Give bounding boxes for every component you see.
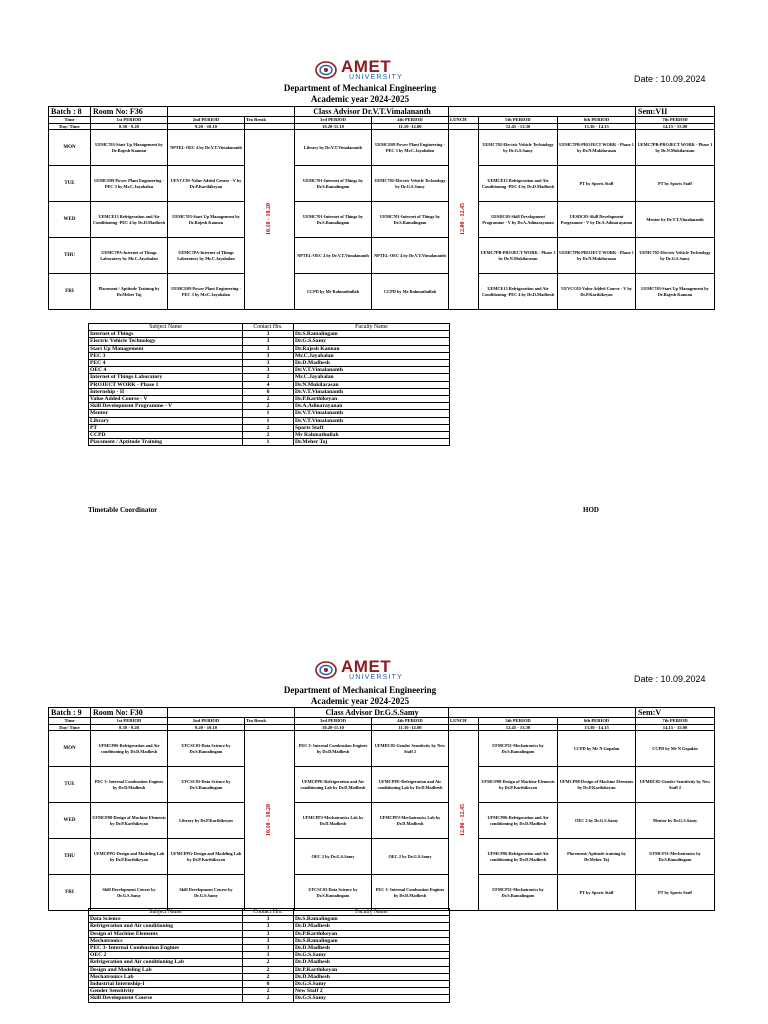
- time-label: Time: [49, 718, 91, 725]
- batch-row: [49, 107, 715, 117]
- faculty-name: Dr.V.T.Vimalananth: [294, 367, 450, 374]
- contact-hours: 2: [243, 988, 294, 995]
- timetable-cell: PEC 3- Internal Combustion Engines by Dr.D.Madhesh: [91, 767, 168, 803]
- subject-row: [89, 331, 450, 338]
- day-row: [49, 130, 715, 166]
- subject-row: [89, 988, 450, 995]
- subject-name: Skill Development Course: [89, 995, 243, 1002]
- tea-break-label: Tea Break: [245, 718, 295, 725]
- timetable-cell: UFCSC03-Data Science by Dr.S.Ramalingam: [168, 731, 245, 767]
- subject-name: Library: [89, 417, 243, 424]
- period-label: 1st PERIOD: [91, 117, 168, 124]
- contact-hours: 3: [243, 352, 294, 359]
- period-label: 7th PERIOD: [636, 117, 715, 124]
- day-name: WED: [49, 202, 91, 238]
- timetable-cell: PT by Sports Staff: [558, 166, 636, 202]
- subject-name: Internship - II: [89, 388, 243, 395]
- day-name: TUE: [49, 166, 91, 202]
- blank-cell: [449, 107, 636, 117]
- faculty-name: Dr.G.S.Samy: [294, 981, 450, 988]
- subject-name: PT: [89, 424, 243, 431]
- day-row: [49, 166, 715, 202]
- timetable-grid: [48, 707, 715, 911]
- timetable-cell: UEMCE09 Power Plant Engineering -PEC 3 by Mr.C.Jayabalan: [372, 130, 449, 166]
- timetable-cell: NPTEL-OEC 4 by Dr.V.T.Vimalananth: [372, 238, 449, 274]
- subject-name: Placement / Aptitude Training: [89, 439, 243, 446]
- subject-row: [89, 417, 450, 424]
- room-label: Room No: F36: [91, 107, 168, 117]
- class-advisor: Class Advisor Dr.V.T.Vimalananth: [295, 107, 449, 117]
- lunch-column: [449, 731, 479, 911]
- timetable-cell: UEMC7PB-PROJECT WORK - Phase 1 by Dr.N.Mukilarasan: [636, 130, 715, 166]
- subject-row: [89, 930, 450, 937]
- period-time: 8.30 - 9.20: [91, 724, 168, 731]
- timetable-cell: UEMCE13 Refrigeration and Air Conditioning -PEC 4 by Dr.D.Madhesh: [91, 202, 168, 238]
- daytime-label: Day/ Time: [49, 123, 91, 130]
- period-time: 14.15 - 15.00: [636, 123, 715, 130]
- timetable-cell: PT by Sports Staff: [636, 166, 715, 202]
- logo-subword: UNIVERSITY: [349, 74, 404, 81]
- timetable-cell: Skill Development Course by Dr.G.S.Samy: [91, 875, 168, 911]
- period-label: 6th PERIOD: [558, 718, 636, 725]
- timetable-cell: UFMCPPG-Design and Modeling Lab by Dr.P.Karthikeyan: [91, 839, 168, 875]
- subject-name: Refrigeration and Air conditioning Lab: [89, 959, 243, 966]
- lunch-time: 12.00 - 12.45: [459, 202, 466, 235]
- period-time: 10.20-11.10: [295, 724, 372, 731]
- faculty-name: Dr.Meher Taj: [294, 439, 450, 446]
- batch-label: Batch : 9: [49, 708, 91, 718]
- subject-column-header: Contact Hrs.: [243, 909, 294, 916]
- timetable-cell: OEC 2 by Dr.G.S.Samy: [558, 803, 636, 839]
- subject-table: [88, 323, 450, 446]
- subject-name: Start Up Management: [89, 345, 243, 352]
- period-time: 13.30 - 14.15: [558, 123, 636, 130]
- timetable-cell: UEMC7PA-Internet of Things Laboratory by Mr.C.Jayabalan: [91, 238, 168, 274]
- timetable-cell: UEMCE13 Refrigeration and Air Conditioning -PEC 4 by Dr.D.Madhesh: [479, 274, 558, 310]
- blank-cell: [449, 708, 636, 718]
- contact-hours: 2: [243, 959, 294, 966]
- timetable-cell: UEVCC05-Value Added Course - V by Dr.P.Karthikeyan: [558, 274, 636, 310]
- time-label: Time: [49, 117, 91, 124]
- subject-row: [89, 995, 450, 1002]
- day-name: THU: [49, 238, 91, 274]
- contact-hours: 3: [243, 945, 294, 952]
- timetable-cell: CCPD by Mr Rahmathullah: [295, 274, 372, 310]
- day-row: [49, 238, 715, 274]
- period-label: 4th PERIOD: [372, 117, 449, 124]
- subject-name: Electric Vehicle Technology: [89, 338, 243, 345]
- date: Date : 10.09.2024: [634, 674, 706, 684]
- subject-name: PEC 4: [89, 360, 243, 367]
- subject-header-row: [89, 324, 450, 331]
- period-label: 5th PERIOD: [479, 117, 558, 124]
- subject-name: Design and Modeling Lab: [89, 966, 243, 973]
- period-time: 14.15 - 15.00: [636, 724, 715, 731]
- faculty-name: Dr.S.Ramalingam: [294, 937, 450, 944]
- day-row: [49, 274, 715, 310]
- subject-column-header: Subject Name: [89, 324, 243, 331]
- timetable-cell: UEMC702-Electric Vehicle Technology by Dr.G.S.Samy: [372, 166, 449, 202]
- subject-name: Mechatronics: [89, 937, 243, 944]
- timetable-cell: Placement/ Aptitude training by Dr.Meher Taj: [558, 839, 636, 875]
- contact-hours: 1: [243, 410, 294, 417]
- lunch-label: LUNCH: [449, 117, 479, 124]
- subject-row: [89, 916, 450, 923]
- contact-hours: 0: [243, 981, 294, 988]
- day-name: FRI: [49, 875, 91, 911]
- hod-label: HOD: [583, 506, 599, 514]
- subject-row: [89, 923, 450, 930]
- faculty-name: Dr.P.Karthikeyan: [294, 966, 450, 973]
- timetable-cell: UFMCP06-Refrigeration and Air conditioning by Dr.D.Madhesh: [479, 839, 558, 875]
- tea-break-time: 10.10 - 10.20: [265, 202, 272, 235]
- tea-break-time: 10.10 - 10.20: [265, 803, 272, 836]
- timetable-cell: CCPD by Mr Rahmathullah: [372, 274, 449, 310]
- faculty-name: Dr.D.Madhesh: [294, 959, 450, 966]
- timetable-cell: UFMCP08-Design of Machine Elements by Dr.P.Karthikeyan: [479, 767, 558, 803]
- timetable-cell: UEMC7PA-Internet of Things Laboratory by Mr.C.Jayabalan: [168, 238, 245, 274]
- subject-name: PEC 3: [89, 352, 243, 359]
- timetable-cell: UFMCP11-Mechatronics by Dr.S.Ramalingam: [636, 839, 715, 875]
- amet-logo: [315, 57, 415, 84]
- timetable-cell: UFMCPPE-Refrigeration and Air conditioning Lab by Dr.D.Madhesh: [372, 767, 449, 803]
- contact-hours: 1: [243, 417, 294, 424]
- subject-row: [89, 973, 450, 980]
- period-time: 10.20-11.10: [295, 123, 372, 130]
- faculty-name: Dr.S.Ramalingam: [294, 916, 450, 923]
- lunch-label: LUNCH: [449, 718, 479, 725]
- contact-hours: 3: [243, 345, 294, 352]
- timetable-cell: UFMDC05-Gender Sensitivity by New Staff 2: [372, 731, 449, 767]
- faculty-name: Dr.D.Madhesh: [294, 360, 450, 367]
- semester-label: Sem:V: [636, 708, 715, 718]
- timetable-cell: PT by Sports Staff: [636, 875, 715, 911]
- emblem-icon: [315, 60, 337, 80]
- timetable-cell: UFMCP11-Mechatronics by Dr.S.Ramalingam: [479, 731, 558, 767]
- faculty-name: Dr.V.T.Vimalananth: [294, 410, 450, 417]
- semester-label: Sem:VII: [636, 107, 715, 117]
- subject-row: [89, 374, 450, 381]
- subject-row: [89, 945, 450, 952]
- subject-name: OEC 4: [89, 367, 243, 374]
- period-time: 11.10 -12.00: [372, 724, 449, 731]
- subject-name: Skill Development Programme - V: [89, 403, 243, 410]
- lunch-column: [449, 130, 479, 310]
- faculty-name: Dr.V.T.Vimalananth: [294, 417, 450, 424]
- period-time: 12.45 - 13.30: [479, 724, 558, 731]
- faculty-name: Dr.Rajesh Kannan: [294, 345, 450, 352]
- timetable-cell: Skill Development Course by Dr.G.S.Samy: [168, 875, 245, 911]
- timetable-cell: NPTEL-OEC 4 by Dr.V.T.Vimalananth: [168, 130, 245, 166]
- faculty-name: Dr.G.S.Samy: [294, 338, 450, 345]
- timetable-cell: Library by Dr.V.T.Vimalananth: [295, 130, 372, 166]
- contact-hours: 2: [243, 966, 294, 973]
- day-row: [49, 875, 715, 911]
- contact-hours: 3: [243, 367, 294, 374]
- subject-row: [89, 403, 450, 410]
- period-label: 5th PERIOD: [479, 718, 558, 725]
- subject-name: Internet of Things Laboratory: [89, 374, 243, 381]
- faculty-name: Dr.A.Adinarayanan: [294, 403, 450, 410]
- timetable-cell: Placement / Aptitude Training by Dr.Meher Taj: [91, 274, 168, 310]
- contact-hours: 2: [243, 973, 294, 980]
- contact-hours: 3: [243, 952, 294, 959]
- daytime-label: Day/ Time: [49, 724, 91, 731]
- timetable-cell: UEMC7PB-PROJECT WORK - Phase 1 by Dr.N.Mukilarasan: [558, 130, 636, 166]
- timetable-grid: [48, 106, 715, 310]
- day-name: THU: [49, 839, 91, 875]
- day-row: [49, 767, 715, 803]
- day-name: MON: [49, 130, 91, 166]
- period-label: 7th PERIOD: [636, 718, 715, 725]
- period-label: 3rd PERIOD: [295, 117, 372, 124]
- faculty-name: Sports Staff: [294, 424, 450, 431]
- faculty-name: Dr.G.S.Samy: [294, 995, 450, 1002]
- batch-label: Batch : 8: [49, 107, 91, 117]
- contact-hours: 2: [243, 396, 294, 403]
- subject-name: CCPD: [89, 432, 243, 439]
- timetable-cell: CCPD by Mr N Gopalan: [558, 731, 636, 767]
- contact-hours: 2: [243, 432, 294, 439]
- timetable-cell: UFMCPPJ-Mechatronics Lab by Dr.D.Madhesh: [372, 803, 449, 839]
- subject-row: [89, 424, 450, 431]
- room-label: Room No: F30: [91, 708, 168, 718]
- period-label: 2nd PERIOD: [168, 718, 245, 725]
- contact-hours: 2: [243, 424, 294, 431]
- subject-row: [89, 388, 450, 395]
- timetable-cell: UEMC701-Internet of Things by Dr.S.Ramalingam: [295, 166, 372, 202]
- timetable-cell: Mentor by Dr.V.T.Vimalananth: [636, 202, 715, 238]
- timetable-cell: UFMCPPJ-Mechatronics Lab by Dr.D.Madhesh: [295, 803, 372, 839]
- subject-row: [89, 439, 450, 446]
- subject-row: [89, 367, 450, 374]
- timetable-cell: UESDC05-Skill Development Programme - V by Dr.A.Adinarayanan: [558, 202, 636, 238]
- logo-subword: UNIVERSITY: [349, 674, 404, 681]
- tea-break-label: Tea Break: [245, 117, 295, 124]
- day-name: TUE: [49, 767, 91, 803]
- day-name: MON: [49, 731, 91, 767]
- subject-row: [89, 981, 450, 988]
- subject-name: Industrial Internship-I: [89, 981, 243, 988]
- timetable-coordinator: Timetable Coordinator: [88, 506, 158, 514]
- subject-name: PROJECT WORK - Phase 1: [89, 381, 243, 388]
- timetable-cell: UEMC7PB-PROJECT WORK - Phase 1 by Dr.N.Mukilarasan: [479, 238, 558, 274]
- timetable-cell: UEMCE09 Power Plant Engineering -PEC 3 by Mr.C.Jayabalan: [91, 166, 168, 202]
- period-label: 1st PERIOD: [91, 718, 168, 725]
- timetable-cell: UFMCPPG-Design and Modeling Lab by Dr.P.Karthikeyan: [168, 839, 245, 875]
- subject-row: [89, 432, 450, 439]
- subject-name: Internet of Things: [89, 331, 243, 338]
- timetable-cell: PT by Sports Staff: [558, 875, 636, 911]
- subject-column-header: Contact Hrs.: [243, 324, 294, 331]
- day-name: FRI: [49, 274, 91, 310]
- period-label: 2nd PERIOD: [168, 117, 245, 124]
- timetable-cell: Mentor by Dr.G.S.Samy: [636, 803, 715, 839]
- timetable-cell: UFMCP06-Refrigeration and Air conditioning by Dr.D.Madhesh: [91, 731, 168, 767]
- timetable-cell: UFMCP06-Refrigeration and Air conditioning by Dr.D.Madhesh: [479, 803, 558, 839]
- contact-hours: 2: [243, 995, 294, 1002]
- amet-logo: [315, 657, 415, 684]
- period-time: 9.20 - 10.10: [168, 724, 245, 731]
- faculty-name: New Staff 2: [294, 988, 450, 995]
- subject-row: [89, 952, 450, 959]
- faculty-name: Dr.D.Madhesh: [294, 945, 450, 952]
- contact-hours: 3: [243, 923, 294, 930]
- timetable-cell: UFMCP08-Design of Machine Elements by Dr.P.Karthikeyan: [91, 803, 168, 839]
- period-time: 9.20 - 10.10: [168, 123, 245, 130]
- day-row: [49, 731, 715, 767]
- period-time: 12.45 - 13.30: [479, 123, 558, 130]
- faculty-name: Dr.V.T.Vimalananth: [294, 388, 450, 395]
- period-time: 13.30 - 14.15: [558, 724, 636, 731]
- class-advisor: Class Advisor Dr.G.S.Samy: [295, 708, 449, 718]
- subject-name: Data Science: [89, 916, 243, 923]
- faculty-name: Dr.D.Madhesh: [294, 973, 450, 980]
- subject-name: Design of Machine Elements: [89, 930, 243, 937]
- timetable-cell: UEMCE09 Power Plant Engineering -PEC 3 by Mr.C.Jayabalan: [168, 274, 245, 310]
- timetable-cell: UFMCP08-Design of Machine Elements by Dr.P.Karthikeyan: [558, 767, 636, 803]
- subject-name: Refrigeration and Air conditioning: [89, 923, 243, 930]
- faculty-name: Mr.C.Jayabalan: [294, 374, 450, 381]
- contact-hours: 3: [243, 916, 294, 923]
- day-row: [49, 839, 715, 875]
- faculty-name: Dr.P.Karthikeyan: [294, 930, 450, 937]
- lunch-time: 12.00 - 12.45: [459, 803, 466, 836]
- contact-hours: 3: [243, 937, 294, 944]
- timetable-cell: PEC 3- Internal Combustion Engines by Dr.D.Madhesh: [372, 875, 449, 911]
- period-time: 8.30 - 9.20: [91, 123, 168, 130]
- timetable-cell: UEMC7PB-PROJECT WORK - Phase 1 by Dr.N.Mukilarasan: [558, 238, 636, 274]
- department-title: [230, 83, 490, 105]
- timetable-cell: UFCSC03-Data Science by Dr.S.Ramalingam: [295, 875, 372, 911]
- subject-row: [89, 396, 450, 403]
- subject-column-header: Faculty Name: [294, 324, 450, 331]
- subject-name: Gender Sensitivity: [89, 988, 243, 995]
- date: Date : 10.09.2024: [634, 74, 706, 84]
- timetable-cell: UESDC05-Skill Development Programme - V by Dr.A.Adinarayanan: [479, 202, 558, 238]
- department-title: [230, 685, 490, 707]
- tea-break-column: [245, 130, 295, 310]
- timetable-cell: UEVCC05-Value Added Course - V by Dr.P.Karthikeyan: [168, 166, 245, 202]
- subject-name: PEC 3- Internal Combustion Engines: [89, 945, 243, 952]
- logo-word: AMET: [341, 657, 392, 676]
- subject-column-header: Subject Name: [89, 909, 243, 916]
- faculty-name: Mr Rahmathullah: [294, 432, 450, 439]
- faculty-name: Dr.G.S.Samy: [294, 952, 450, 959]
- period-label: 6th PERIOD: [558, 117, 636, 124]
- period-label: 3rd PERIOD: [295, 718, 372, 725]
- timetable-cell: Library by Dr.P.Karthikeyan: [168, 803, 245, 839]
- timetable-cell: UFMCP11-Mechatronics by Dr.S.Ramalingam: [479, 875, 558, 911]
- subject-row: [89, 410, 450, 417]
- subject-column-header: Faculty Name: [294, 909, 450, 916]
- contact-hours: 4: [243, 381, 294, 388]
- contact-hours: 2: [243, 403, 294, 410]
- subject-row: [89, 352, 450, 359]
- subject-row: [89, 937, 450, 944]
- faculty-name: Dr.S.Ramalingam: [294, 331, 450, 338]
- contact-hours: 1: [243, 439, 294, 446]
- subject-name: OEC 2: [89, 952, 243, 959]
- faculty-name: Dr.D.Madhesh: [294, 923, 450, 930]
- timetable-cell: UEMC701-Internet of Things by Dr.S.Ramalingam: [372, 202, 449, 238]
- timetable-cell: UFMCPPE-Refrigeration and Air conditioning Lab by Dr.D.Madhesh: [295, 767, 372, 803]
- timetable-cell: OEC 2 by Dr.G.S.Samy: [372, 839, 449, 875]
- contact-hours: 3: [243, 331, 294, 338]
- department-name: Department of Mechanical Engineering: [283, 685, 437, 695]
- batch-row: [49, 708, 715, 718]
- subject-name: Value Added Course - V: [89, 396, 243, 403]
- timetable-cell: UEMC702-Electric Vehicle Technology by Dr.G.S.Samy: [636, 238, 715, 274]
- timetable-cell: OEC 2 by Dr.G.S.Samy: [295, 839, 372, 875]
- timetable-cell: UEMCE13 Refrigeration and Air Conditioning -PEC 4 by Dr.D.Madhesh: [479, 166, 558, 202]
- academic-year: Academic year 2024-2025: [310, 94, 410, 104]
- contact-hours: 3: [243, 930, 294, 937]
- faculty-name: Dr.N.Mukilarasan: [294, 381, 450, 388]
- faculty-name: Dr.P.Karthikeyan: [294, 396, 450, 403]
- subject-row: [89, 966, 450, 973]
- timetable-cell: UEMC703-Start Up Management by Dr.Rajesh Kannan: [168, 202, 245, 238]
- timetable-cell: UEMC703-Start Up Management by Dr.Rajesh Kannan: [91, 130, 168, 166]
- contact-hours: 0: [243, 388, 294, 395]
- contact-hours: 3: [243, 338, 294, 345]
- contact-hours: 2: [243, 374, 294, 381]
- subject-row: [89, 345, 450, 352]
- timetable-cell: CCPD by Mr N Gopalan: [636, 731, 715, 767]
- subject-table: [88, 908, 450, 1003]
- timetable-cell: UEMC702-Electric Vehicle Technology by Dr.G.S.Samy: [479, 130, 558, 166]
- timetable-cell: UEMC701-Internet of Things by Dr.S.Ramalingam: [295, 202, 372, 238]
- period-label: 4th PERIOD: [372, 718, 449, 725]
- subject-row: [89, 381, 450, 388]
- logo-word: AMET: [341, 57, 392, 76]
- subject-header-row: [89, 909, 450, 916]
- subject-name: Mentor: [89, 410, 243, 417]
- subject-row: [89, 338, 450, 345]
- subject-row: [89, 959, 450, 966]
- timetable-cell: PEC 3- Internal Combustion Engines by Dr.D.Madhesh: [295, 731, 372, 767]
- emblem-icon: [315, 660, 337, 680]
- blank-cell: [168, 107, 295, 117]
- subject-name: Mechatronics Lab: [89, 973, 243, 980]
- faculty-name: Mr.C.Jayabalan: [294, 352, 450, 359]
- timetable-cell: UFMDC05-Gender Sensitivity by New Staff 2: [636, 767, 715, 803]
- academic-year: Academic year 2024-2025: [310, 696, 410, 706]
- day-name: WED: [49, 803, 91, 839]
- timetable-cell: NPTEL-OEC 4 by Dr.V.T.Vimalananth: [295, 238, 372, 274]
- department-name: Department of Mechanical Engineering: [283, 83, 437, 93]
- timetable-cell: UEMC703-Start Up Management by Dr.Rajesh Kannan: [636, 274, 715, 310]
- period-time: 11.10 -12.00: [372, 123, 449, 130]
- subject-row: [89, 360, 450, 367]
- contact-hours: 3: [243, 360, 294, 367]
- tea-break-column: [245, 731, 295, 911]
- day-row: [49, 202, 715, 238]
- timetable-cell: UFCSC03-Data Science by Dr.S.Ramalingam: [168, 767, 245, 803]
- blank-cell: [168, 708, 295, 718]
- day-row: [49, 803, 715, 839]
